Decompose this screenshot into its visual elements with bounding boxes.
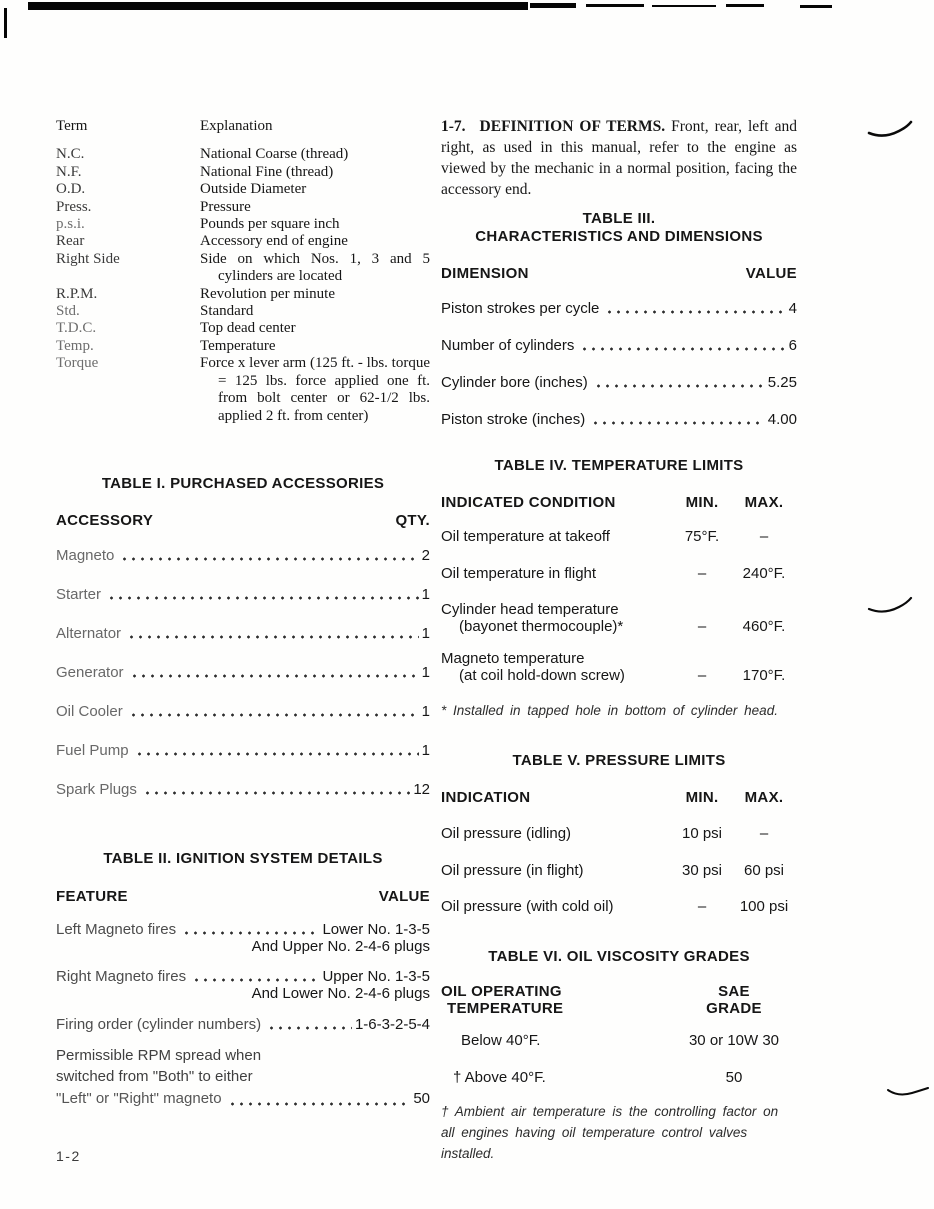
table-6 xyxy=(441,948,797,1164)
table-1 xyxy=(56,475,430,798)
value-col-header: VALUE xyxy=(745,265,797,282)
table-row: Firing order (cylinder numbers) 1-6-3-2-5-4 xyxy=(56,1015,430,1033)
table-3-title-line1: TABLE III. xyxy=(582,210,656,227)
accessory-col-header: ACCESSORY xyxy=(56,511,154,529)
sae-grade-col-header: SAE xyxy=(718,983,750,1000)
terms-col-header: Term xyxy=(56,118,88,134)
term-item: Torque Force x lever arm (125 ft. - lbs. torque = 125 lbs. force applied one ft. from bolt center or 62-1/2 lbs. applied 2 ft. from center) xyxy=(56,355,430,424)
definition-paragraph xyxy=(441,116,797,200)
table-row: Oil pressure (in flight) 30 psi 60 psi xyxy=(441,862,785,879)
table-6-footnote: † Ambient air temperature is the controlling factor on all engines having oil temperature control valves installed. xyxy=(441,1104,779,1161)
term-item: T.D.C. Top dead center xyxy=(56,320,296,337)
table-3-header xyxy=(441,265,797,282)
scan-artifact-dash xyxy=(726,4,764,7)
page-number: 1-2 xyxy=(56,1148,81,1164)
table-row: Spark Plugs 12 xyxy=(56,780,430,798)
table-5 xyxy=(441,752,797,915)
right-column xyxy=(441,116,797,1164)
min-col-header: MIN. xyxy=(685,494,719,511)
table-6-title: TABLE VI. OIL VISCOSITY GRADES xyxy=(488,948,750,965)
pen-mark xyxy=(866,120,914,147)
table-row: Oil temperature at takeoff 75°F. – xyxy=(441,528,769,545)
table-row: Piston strokes per cycle 4 xyxy=(441,300,797,317)
table-1-header xyxy=(56,512,430,529)
table-3 xyxy=(441,210,797,428)
explanation-col-header: Explanation xyxy=(200,118,273,134)
oil-temp-col-header: OIL OPERATING xyxy=(441,983,562,1000)
scan-artifact-dash xyxy=(586,4,644,7)
dot-leader xyxy=(580,347,785,351)
scan-artifact-dash xyxy=(530,3,576,8)
pen-mark xyxy=(886,1082,930,1105)
term-item: p.s.i. Pounds per square inch xyxy=(56,216,340,233)
table-row: Right Magneto fires Upper No. 1-3-5 And Lower No. 2-4-6 plugs xyxy=(56,967,430,1002)
left-column xyxy=(56,118,430,1109)
table-2-title: TABLE II. IGNITION SYSTEM DETAILS xyxy=(103,849,383,867)
term-item: Std. Standard xyxy=(56,303,254,320)
term-item: Press. Pressure xyxy=(56,198,251,215)
dot-leader xyxy=(143,791,410,795)
indication-col-header: INDICATION xyxy=(441,789,531,806)
table-row: Cylinder bore (inches) 5.25 xyxy=(441,374,797,391)
table-row: Piston stroke (inches) 4.00 xyxy=(441,411,797,428)
table-row: Oil pressure (idling) 10 psi – xyxy=(441,825,769,842)
table-row: Below 40°F. 30 or 10W 30 xyxy=(461,1032,780,1049)
table-4-footnote: * Installed in tapped hole in bottom of cylinder head. xyxy=(441,703,778,718)
scan-artifact-topbar xyxy=(28,2,528,10)
dot-leader xyxy=(228,1102,411,1106)
table-row: Oil pressure (with cold oil) – 100 psi xyxy=(441,898,789,915)
table-row: Fuel Pump 1 xyxy=(56,741,430,759)
dot-leader xyxy=(182,931,319,935)
min-col-header: MIN. xyxy=(685,789,719,806)
table-row: Number of cylinders 6 xyxy=(441,337,797,354)
scan-artifact-dash xyxy=(800,5,832,8)
dot-leader xyxy=(120,557,418,561)
table-5-title: TABLE V. PRESSURE LIMITS xyxy=(512,752,726,769)
dot-leader xyxy=(129,713,419,717)
table-row: Oil Cooler 1 xyxy=(56,702,430,720)
dimension-col-header: DIMENSION xyxy=(441,265,529,282)
term-item: R.P.M. Revolution per minute xyxy=(56,285,335,302)
feature-col-header: FEATURE xyxy=(56,887,128,905)
dot-leader xyxy=(192,978,319,982)
table-row: † Above 40°F. 50 xyxy=(453,1069,743,1086)
table-row: Left Magneto fires Lower No. 1-3-5 And Upper No. 2-4-6 plugs xyxy=(56,920,430,955)
terms-list xyxy=(56,118,430,425)
term-item: N.F. National Fine (thread) xyxy=(56,163,334,180)
table-3-title-line2: CHARACTERISTICS AND DIMENSIONS xyxy=(475,228,763,245)
term-item: O.D. Outside Diameter xyxy=(56,181,307,198)
dot-leader xyxy=(135,752,419,756)
dot-leader xyxy=(594,384,765,388)
term-item: N.C. National Coarse (thread) xyxy=(56,146,349,163)
table-2-header xyxy=(56,888,430,905)
table-1-title: TABLE I. PURCHASED ACCESSORIES xyxy=(101,474,385,492)
dot-leader xyxy=(267,1026,352,1030)
table-row: Generator 1 xyxy=(56,663,430,681)
table-row: Oil temperature in flight – 240°F. xyxy=(441,565,786,582)
table-row: Permissible RPM spread when switched from "Both" to either "Left" or "Right" magneto 50 xyxy=(56,1046,430,1107)
qty-col-header: QTY. xyxy=(395,511,430,529)
table-row: Magneto 2 xyxy=(56,546,430,564)
paragraph-number: 1-7. xyxy=(441,118,466,135)
dot-leader xyxy=(591,421,765,425)
value-col-header: VALUE xyxy=(378,887,430,905)
table-4-title: TABLE IV. TEMPERATURE LIMITS xyxy=(494,457,744,474)
term-item: Temp. Temperature xyxy=(56,337,276,354)
max-col-header: MAX. xyxy=(744,789,784,806)
terms-header xyxy=(56,118,430,135)
term-item: Rear Accessory end of engine xyxy=(56,233,348,250)
dot-leader xyxy=(605,310,785,314)
dot-leader xyxy=(130,674,419,678)
table-6-header: OIL OPERATING TEMPERATURE SAE GRADE xyxy=(441,983,797,1017)
pen-mark xyxy=(866,596,914,623)
term-item: Right Side Side on which Nos. 1, 3 and 5 cylinders are located xyxy=(56,250,430,285)
dot-leader xyxy=(127,635,419,639)
table-4-header xyxy=(441,494,797,511)
paragraph-body: Front, rear, left and right, as used in this manual, refer to the engine as viewed by the mechanic in a normal position, facing the accessory end. xyxy=(441,118,798,198)
table-row: Alternator 1 xyxy=(56,624,430,642)
condition-col-header: INDICATED CONDITION xyxy=(441,494,616,511)
table-row: Starter 1 xyxy=(56,585,430,603)
table-5-header xyxy=(441,789,797,806)
dot-leader xyxy=(107,596,419,600)
table-row: Magneto temperature (at coil hold-down screw) – 170°F. xyxy=(441,650,786,684)
scan-artifact-dash xyxy=(652,5,716,7)
paragraph-title: DEFINITION OF TERMS. xyxy=(479,118,666,135)
table-row: Cylinder head temperature (bayonet thermocouple)* – 460°F. xyxy=(441,601,786,635)
table-4 xyxy=(441,457,797,721)
table-2 xyxy=(56,850,430,1110)
max-col-header: MAX. xyxy=(744,494,784,511)
scan-artifact-corner xyxy=(4,8,7,38)
